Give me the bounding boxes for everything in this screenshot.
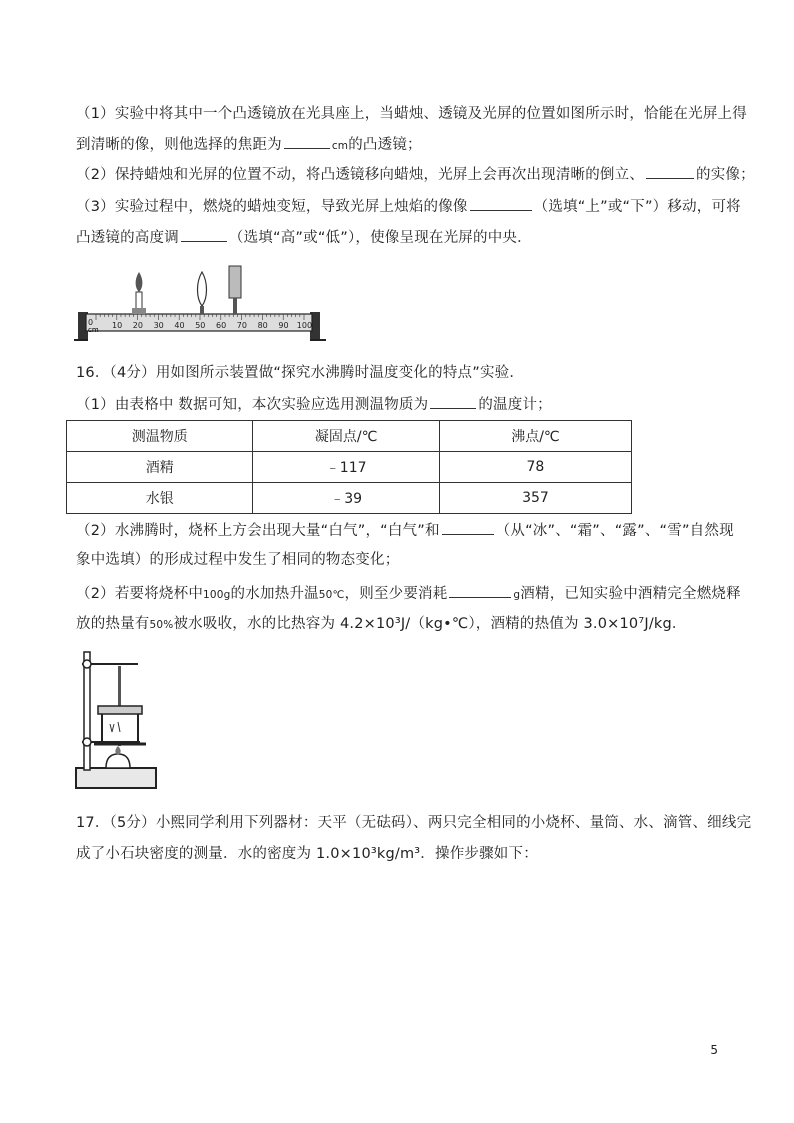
q16-part1: （1）由表格中 数据可知，本次实验应选用测温物质为 的温度计； bbox=[76, 394, 552, 415]
ruler-tick-label: 60 bbox=[216, 321, 227, 330]
ruler-tick-label: 0 bbox=[88, 318, 94, 327]
table-cell: 水银 bbox=[67, 483, 253, 514]
convex-lens bbox=[198, 272, 207, 314]
table-cell: 酒精 bbox=[67, 452, 253, 483]
ruler-tick-label: 100 bbox=[296, 321, 313, 330]
table-cell: 357 bbox=[439, 483, 631, 514]
q15-part3-line2: 凸透镜的高度调 （选填“高”或“低”），使像呈现在光屏的中央． bbox=[76, 227, 532, 248]
table-header: 沸点/℃ bbox=[439, 421, 631, 452]
q16-part3-line1: （2）若要将烧杯中100g的水加热升温50℃，则至少要消耗 g酒精，已知实验中酒精完全燃烧释 bbox=[76, 583, 741, 605]
ruler-tick-label: 90 bbox=[278, 321, 289, 330]
answer-blank bbox=[284, 134, 330, 149]
table-header-row bbox=[67, 421, 632, 452]
table-cell: 78 bbox=[439, 452, 631, 483]
ruler-tick-label: 30 bbox=[153, 321, 164, 330]
q17-line2: 成了小石块密度的测量．水的密度为 1.0×10³kg/m³．操作步骤如下： bbox=[76, 846, 538, 862]
q16-part2-line1: （2）水沸腾时，烧杯上方会出现大量“白气”，“白气”和 （从“冰”、“霜”、“露”、“雪”自然现 bbox=[76, 520, 734, 541]
q15-part1-line2: 到清晰的像，则他选择的焦距为 cm的凸透镜； bbox=[76, 134, 422, 156]
answer-blank bbox=[646, 164, 694, 179]
boiling-apparatus-figure bbox=[74, 648, 164, 792]
answer-blank bbox=[181, 227, 227, 242]
table-header: 测温物质 bbox=[67, 421, 253, 452]
ruler-tick-label: 50 bbox=[195, 321, 206, 330]
page-number: 5 bbox=[710, 1043, 718, 1057]
answer-blank bbox=[430, 394, 476, 409]
answer-blank bbox=[442, 520, 494, 535]
light-screen bbox=[229, 266, 241, 314]
answer-blank bbox=[449, 583, 511, 598]
alcohol-lamp bbox=[106, 746, 130, 768]
q15-part3-line1: （3）实验过程中，燃烧的蜡烛变短，导致光屏上烛焰的像像 （选填“上”或“下”）移动，可将 bbox=[76, 196, 741, 217]
beaker bbox=[98, 706, 142, 742]
optical-bench-figure bbox=[74, 262, 336, 344]
q16-part3-line2: 放的热量有50%被水吸收，水的比热容为 4.2×10³J/（kg•℃），酒精的热值为 3.0×10⁷J/kg． bbox=[76, 616, 687, 632]
ruler-tick-label: 40 bbox=[174, 321, 185, 330]
q16-part2-line2: 象中选填）的形成过程中发生了相同的物态变化； bbox=[76, 552, 400, 568]
answer-blank bbox=[470, 196, 532, 211]
stand-rod bbox=[84, 652, 90, 770]
stand-base bbox=[76, 768, 156, 788]
ruler-tick-label: 20 bbox=[132, 321, 143, 330]
q15-part2: （2）保持蜡烛和光屏的位置不动，将凸透镜移向蜡烛，光屏上会再次出现清晰的倒立、 的实像； bbox=[76, 164, 755, 185]
ruler-unit-label: cm bbox=[88, 326, 99, 334]
q17-line1: 17．（5分）小熙同学利用下列器材：天平（无砝码）、两只完全相同的小烧杯、量筒、水、滴管、细线完 bbox=[76, 815, 752, 831]
thermometer-substance-table bbox=[66, 420, 632, 514]
table-row bbox=[67, 483, 632, 514]
table-cell: ﹣39 bbox=[253, 483, 439, 514]
candle bbox=[132, 272, 146, 314]
ruler-tick-label: 10 bbox=[112, 321, 123, 330]
table-header: 凝固点/℃ bbox=[253, 421, 439, 452]
q16-title: 16．（4分）用如图所示装置做“探究水沸腾时温度变化的特点”实验． bbox=[76, 365, 525, 381]
ruler-tick-label: 70 bbox=[236, 321, 247, 330]
table-cell: ﹣117 bbox=[253, 452, 439, 483]
ruler-tick-label: 80 bbox=[257, 321, 268, 330]
q15-part1-line1: （1）实验中将其中一个凸透镜放在光具座上，当蜡烛、透镜及光屏的位置如图所示时，恰能在光屏上得 bbox=[76, 106, 747, 122]
table-row bbox=[67, 452, 632, 483]
